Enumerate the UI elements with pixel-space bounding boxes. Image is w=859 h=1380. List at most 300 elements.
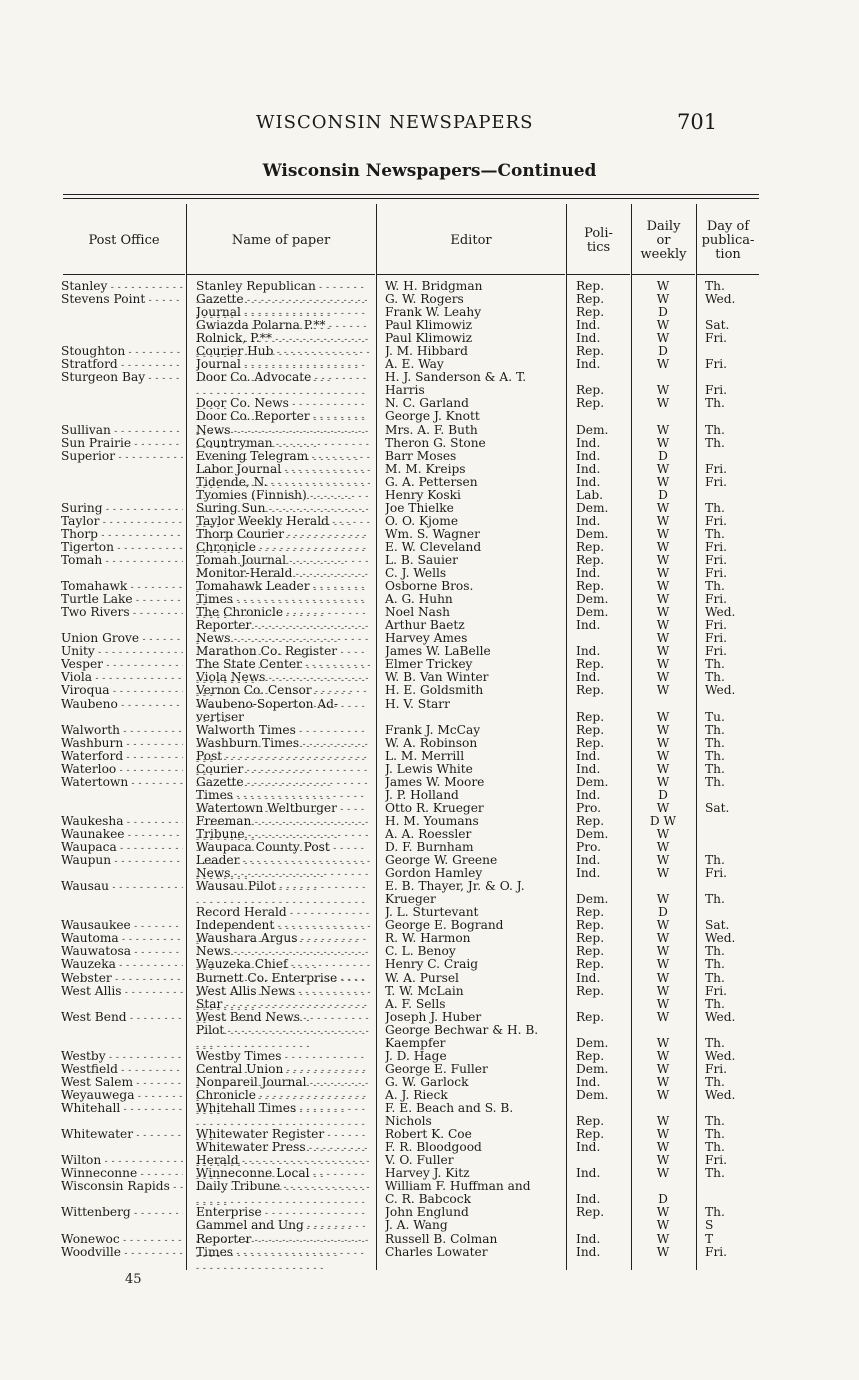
politics-cell: Ind. xyxy=(576,475,601,489)
frequency-cell: W xyxy=(656,462,670,476)
publication-day-cell: Th. xyxy=(705,775,725,789)
header-underline xyxy=(697,274,759,275)
publication-day-cell: Fri. xyxy=(705,462,728,476)
post-office-cell: Winneconne - - - xyxy=(61,1167,183,1182)
editor-cell: Harvey J. Kitz xyxy=(385,1167,470,1181)
editor-cell: F. E. Beach and S. B. Nichols xyxy=(385,1102,514,1129)
post-office-cell: Superior - - - xyxy=(61,450,183,465)
paper-name-cell: Viola News - - - xyxy=(196,671,371,701)
editor-cell: Frank W. Leahy xyxy=(385,306,482,320)
table-row xyxy=(0,802,859,815)
paper-name-cell: Gammel and Ung - - - xyxy=(196,1219,371,1264)
politics-cell: Rep. xyxy=(576,906,605,920)
post-office-cell: Washburn - - - xyxy=(61,737,183,752)
table-row xyxy=(0,619,859,632)
editor-cell: Theron G. Stone xyxy=(385,436,486,450)
politics-cell: Ind. xyxy=(576,619,601,633)
column-header-day: Day of publica- tion xyxy=(701,219,755,262)
table-row xyxy=(0,985,859,998)
table-row xyxy=(0,1154,859,1167)
table-row xyxy=(0,371,859,397)
table-row xyxy=(0,1128,859,1141)
frequency-cell: W xyxy=(656,932,670,946)
politics-cell: Rep. xyxy=(576,723,605,737)
publication-day-cell: Th. xyxy=(705,1075,725,1089)
frequency-cell: W xyxy=(656,1036,670,1050)
politics-cell: Rep. xyxy=(576,1049,605,1063)
table-row xyxy=(0,437,859,450)
paper-name-cell: The Chronicle - - - xyxy=(196,606,371,651)
frequency-cell: W xyxy=(656,554,670,567)
politics-cell: Ind. xyxy=(576,645,601,659)
column-header-post-office: Post Office xyxy=(88,233,160,248)
publication-day-cell: Fri. xyxy=(705,475,728,489)
editor-cell: A. J. Rieck xyxy=(385,1088,448,1102)
editor-cell: Paul Klimowiz xyxy=(385,332,473,346)
post-office-cell: Stanley - - - xyxy=(61,280,183,295)
frequency-cell: W xyxy=(656,1088,670,1102)
post-office-cell: Wautoma - - - xyxy=(61,932,183,947)
frequency-cell: W xyxy=(656,1128,670,1142)
post-office-cell: Westby - - - xyxy=(61,1050,183,1065)
politics-cell: Ind. xyxy=(576,1075,601,1089)
post-office-cell: Waukesha - - - xyxy=(61,815,183,830)
editor-cell: M. M. Kreips xyxy=(385,462,466,476)
politics-cell: Rep. xyxy=(576,280,605,293)
paper-name-cell: Tomah Journal - - - xyxy=(196,554,371,599)
editor-cell: T. W. McLain xyxy=(385,984,464,998)
post-office-cell: Whitehall - - - xyxy=(61,1102,183,1117)
table-row xyxy=(0,945,859,958)
table-row xyxy=(0,932,859,945)
politics-cell: Rep. xyxy=(576,1128,605,1142)
frequency-cell: W xyxy=(656,1010,670,1024)
table-row xyxy=(0,958,859,971)
table-row xyxy=(0,776,859,789)
frequency-cell: W xyxy=(656,854,670,868)
paper-name-cell: Thorp Courier - - - xyxy=(196,528,371,573)
publication-day-cell: Th. xyxy=(705,749,725,763)
table-row xyxy=(0,332,859,345)
frequency-cell: W xyxy=(656,280,670,293)
table-row xyxy=(0,724,859,737)
editor-cell: C. J. Wells xyxy=(385,567,447,581)
paper-name-cell: Watertown Weltburger - - - xyxy=(196,802,371,847)
post-office-cell: Waterloo - - - xyxy=(61,763,183,778)
frequency-cell: W xyxy=(656,384,670,398)
editor-cell: A. A. Roessler xyxy=(385,828,472,841)
column-header-frequency: Daily or weekly xyxy=(640,219,687,262)
frequency-cell: W xyxy=(656,475,670,489)
table-row xyxy=(0,567,859,580)
publication-day-cell: Fri. xyxy=(705,1245,728,1259)
politics-cell: Ind. xyxy=(576,1167,601,1181)
publication-day-cell: Fri. xyxy=(705,619,728,633)
paper-name-cell: Burnett Co. Enterprise - - - xyxy=(196,972,371,1017)
frequency-cell: W xyxy=(656,958,670,972)
editor-cell: G. W. Garlock xyxy=(385,1075,469,1089)
publication-day-cell: Th. xyxy=(705,1167,725,1181)
politics-cell: Rep. xyxy=(576,384,605,398)
politics-cell: Ind. xyxy=(576,1193,601,1207)
publication-day-cell: Th. xyxy=(705,1115,725,1129)
post-office-cell: Walworth - - - xyxy=(61,724,183,739)
frequency-cell: W xyxy=(656,593,670,607)
publication-day-cell: Wed. xyxy=(705,932,736,946)
editor-cell: Henry C. Craig xyxy=(385,958,479,972)
frequency-cell: W xyxy=(656,710,670,724)
publication-day-cell: Th. xyxy=(705,436,725,450)
paper-name-cell: Door Co. Reporter - - - xyxy=(196,410,371,455)
table-row xyxy=(0,1050,859,1063)
post-office-cell: Waunakee - - - xyxy=(61,828,183,843)
paper-name-cell: Rolnick, P.** - - - xyxy=(196,332,371,362)
paper-name-cell: Tribune - - - xyxy=(196,828,371,858)
paper-name-cell: Vernon Co. Censor - - - xyxy=(196,684,371,729)
table-row xyxy=(0,1246,859,1259)
post-office-cell: West Salem - - - xyxy=(61,1076,183,1091)
politics-cell: Dem. xyxy=(576,893,609,907)
paper-name-cell: Tomahawk Leader - - - xyxy=(196,580,371,625)
table-row xyxy=(0,541,859,554)
editor-cell: Robert K. Coe xyxy=(385,1128,472,1142)
frequency-cell: W xyxy=(656,501,670,515)
table-row xyxy=(0,658,859,671)
politics-cell: Dem. xyxy=(576,1036,609,1050)
publication-day-cell: Th. xyxy=(705,527,725,541)
editor-cell: Paul Klimowiz xyxy=(385,319,473,333)
table-row xyxy=(0,606,859,619)
politics-cell: Ind. xyxy=(576,436,601,450)
paper-name-cell: Central Union - - - xyxy=(196,1063,371,1108)
frequency-cell: D xyxy=(658,488,668,502)
post-office-cell: Suring - - - xyxy=(61,502,183,517)
frequency-cell: W xyxy=(656,762,670,776)
publication-day-cell: Sat. xyxy=(705,319,730,333)
paper-name-cell: Tidende, N. - - - xyxy=(196,476,371,506)
politics-cell: Rep. xyxy=(576,554,605,567)
frequency-cell: W xyxy=(656,749,670,763)
publication-day-cell: Fri. xyxy=(705,1154,728,1168)
frequency-cell: W xyxy=(656,1049,670,1063)
table-row xyxy=(0,632,859,645)
paper-name-cell: Herald - - - xyxy=(196,1154,371,1184)
frequency-cell: W xyxy=(656,736,670,750)
politics-cell: Pro. xyxy=(576,801,602,815)
publication-day-cell: Tu. xyxy=(705,710,725,724)
post-office-cell: Whitewater - - - xyxy=(61,1128,183,1143)
politics-cell: Dem. xyxy=(576,1062,609,1076)
publication-day-cell: Wed. xyxy=(705,1088,736,1102)
paper-name-cell: Waubeno-Soperton Ad- vertiser xyxy=(196,697,339,724)
post-office-cell: Waubeno - - - xyxy=(61,698,183,713)
editor-cell: H. V. Starr xyxy=(385,697,450,711)
politics-cell: Rep. xyxy=(576,345,605,359)
frequency-cell: W xyxy=(656,828,670,841)
publication-day-cell: Sat. xyxy=(705,919,730,933)
editor-cell: O. O. Kjome xyxy=(385,514,459,528)
politics-cell: Rep. xyxy=(576,293,605,307)
editor-cell: E. B. Thayer, Jr. & O. J. Krueger xyxy=(385,880,525,907)
footer-number: 45 xyxy=(125,1272,142,1287)
politics-cell: Ind. xyxy=(576,762,601,776)
editor-cell: J. D. Hage xyxy=(385,1049,447,1063)
paper-name-cell: Door Co. Advocate - - - xyxy=(196,371,371,416)
post-office-cell: Sturgeon Bay - - - xyxy=(61,371,183,386)
paper-name-cell: Pilot - - - xyxy=(196,1024,371,1054)
header-underline xyxy=(377,274,565,275)
publication-day-cell: Sat. xyxy=(705,801,730,815)
paper-name-cell: Whitehall Times - - - xyxy=(196,1102,371,1147)
publication-day-cell: Fri. xyxy=(705,384,728,398)
frequency-cell: W xyxy=(656,684,670,698)
paper-name-cell: Gazette - - - xyxy=(196,776,371,806)
frequency-cell: W xyxy=(656,867,670,881)
table-top-rule-2 xyxy=(63,198,759,199)
frequency-cell: W xyxy=(656,527,670,541)
publication-day-cell: Th. xyxy=(705,1141,725,1155)
paper-name-cell: Wauzeka Chief - - - xyxy=(196,958,371,1003)
publication-day-cell: Th. xyxy=(705,280,725,293)
politics-cell: Dem. xyxy=(576,1088,609,1102)
table-row xyxy=(0,763,859,776)
table-top-rule-1 xyxy=(63,194,759,195)
editor-cell: Henry Koski xyxy=(385,488,461,502)
editor-cell: Osborne Bros. xyxy=(385,580,474,594)
paper-name-cell: Chronicle - - - xyxy=(196,1089,371,1119)
publication-day-cell: Th. xyxy=(705,671,725,685)
politics-cell: Rep. xyxy=(576,958,605,972)
editor-cell: Joe Thielke xyxy=(385,501,454,515)
column-header-paper: Name of paper xyxy=(231,233,331,248)
publication-day-cell: Th. xyxy=(705,658,725,672)
editor-cell: H. E. Goldsmith xyxy=(385,684,484,698)
paper-name-cell: Countryman - - - xyxy=(196,437,371,467)
post-office-cell: Waupaca - - - xyxy=(61,841,183,856)
editor-cell: Arthur Baetz xyxy=(385,619,465,633)
frequency-cell: D xyxy=(658,345,668,359)
paper-name-cell: Monitor-Herald - - - xyxy=(196,567,371,612)
politics-cell: Ind. xyxy=(576,358,601,372)
paper-name-cell: Journal - - - xyxy=(196,358,371,388)
frequency-cell: W xyxy=(656,293,670,307)
table-row xyxy=(0,515,859,528)
frequency-cell: W xyxy=(656,841,670,855)
editor-cell: R. W. Harmon xyxy=(385,932,471,946)
frequency-cell: D xyxy=(658,906,668,920)
politics-cell: Rep. xyxy=(576,658,605,672)
politics-cell: Rep. xyxy=(576,580,605,594)
table-row xyxy=(0,1024,859,1050)
section-title: Wisconsin Newspapers—Continued xyxy=(262,161,597,181)
column-header-politics: Poli- tics xyxy=(584,226,613,255)
frequency-cell: W xyxy=(656,1115,670,1129)
paper-name-cell: Gazette - - - xyxy=(196,293,371,323)
paper-name-cell: Tyomies (Finnish) - - - xyxy=(196,489,371,534)
table-row xyxy=(0,1180,859,1206)
table-row xyxy=(0,450,859,463)
post-office-cell: West Allis - - - xyxy=(61,985,183,1000)
paper-name-cell: Washburn Times - - - xyxy=(196,737,371,782)
page-number: 701 xyxy=(677,110,718,134)
politics-cell: Ind. xyxy=(576,514,601,528)
publication-day-cell: Th. xyxy=(705,1128,725,1142)
editor-cell: E. W. Cleveland xyxy=(385,540,482,554)
frequency-cell: D xyxy=(658,788,668,802)
paper-name-cell: Waupaca County Post - - - xyxy=(196,841,371,886)
frequency-cell: W xyxy=(656,1245,670,1259)
frequency-cell: W xyxy=(656,332,670,346)
publication-day-cell: Wed. xyxy=(705,1010,736,1024)
publication-day-cell: Th. xyxy=(705,397,725,411)
frequency-cell: W xyxy=(656,632,670,646)
post-office-cell: Wausau - - - xyxy=(61,880,183,895)
politics-cell: Rep. xyxy=(576,945,605,959)
politics-cell: Rep. xyxy=(576,540,605,554)
frequency-cell: W xyxy=(656,1141,670,1155)
post-office-cell: Wauwatosa - - - xyxy=(61,945,183,960)
editor-cell: William F. Huffman and C. R. Babcock xyxy=(385,1180,531,1207)
post-office-cell: Wonewoc - - - xyxy=(61,1233,183,1248)
frequency-cell: W xyxy=(656,919,670,933)
editor-cell: W. B. Van Winter xyxy=(385,671,489,685)
table-row xyxy=(0,1063,859,1076)
editor-cell: George E. Bogrand xyxy=(385,919,504,933)
frequency-cell: W xyxy=(656,514,670,528)
post-office-cell: Tigerton - - - xyxy=(61,541,183,556)
frequency-cell: W xyxy=(656,984,670,998)
editor-cell: A. F. Sells xyxy=(385,997,446,1011)
post-office-cell: Viroqua - - - xyxy=(61,684,183,699)
frequency-cell: D W xyxy=(649,814,677,828)
post-office-cell: Stoughton - - - xyxy=(61,345,183,360)
frequency-cell: W xyxy=(656,397,670,411)
frequency-cell: W xyxy=(656,671,670,685)
editor-cell: F. R. Bloodgood xyxy=(385,1141,482,1155)
frequency-cell: W xyxy=(656,645,670,659)
header-underline xyxy=(187,274,375,275)
politics-cell: Ind. xyxy=(576,671,601,685)
table-row xyxy=(0,645,859,658)
paper-name-cell: Door Co. News - - - xyxy=(196,397,371,442)
paper-name-cell: Westby Times - - - xyxy=(196,1050,371,1095)
table-row xyxy=(0,502,859,515)
editor-cell: James W. Moore xyxy=(385,775,485,789)
frequency-cell: W xyxy=(656,1232,670,1246)
table-row xyxy=(0,554,859,567)
publication-day-cell: S xyxy=(705,1219,714,1233)
table-row xyxy=(0,476,859,489)
politics-cell: Ind. xyxy=(576,1141,601,1155)
post-office-cell: Wisconsin Rapids - - - xyxy=(61,1180,183,1195)
frequency-cell: W xyxy=(656,1062,670,1076)
editor-cell: W. A. Pursel xyxy=(385,971,459,985)
post-office-cell: Wilton - - - xyxy=(61,1154,183,1169)
column-header-editor: Editor xyxy=(450,233,492,248)
editor-cell: J. L. Sturtevant xyxy=(385,906,479,920)
table-row xyxy=(0,815,859,828)
politics-cell: Dem. xyxy=(576,828,609,841)
politics-cell: Ind. xyxy=(576,462,601,476)
politics-cell: Dem. xyxy=(576,423,609,437)
editor-cell: Elmer Trickey xyxy=(385,658,473,672)
table-row xyxy=(0,345,859,358)
frequency-cell: W xyxy=(656,1075,670,1089)
table-row xyxy=(0,1076,859,1089)
publication-day-cell: Th. xyxy=(705,723,725,737)
editor-cell: Harvey Ames xyxy=(385,632,468,646)
politics-cell: Ind. xyxy=(576,567,601,581)
publication-day-cell: Th. xyxy=(705,762,725,776)
post-office-cell: Tomah - - - xyxy=(61,554,183,569)
publication-day-cell: Fri. xyxy=(705,984,728,998)
editor-cell: V. O. Fuller xyxy=(385,1154,454,1168)
politics-cell: Ind. xyxy=(576,1232,601,1246)
frequency-cell: W xyxy=(656,1206,670,1220)
paper-name-cell: Waushara Argus - - - xyxy=(196,932,371,977)
table-row xyxy=(0,854,859,867)
post-office-cell: Waupun - - - xyxy=(61,854,183,869)
table-row xyxy=(0,919,859,932)
publication-day-cell: Wed. xyxy=(705,684,736,698)
paper-name-cell: West Allis News - - - xyxy=(196,985,371,1030)
politics-cell: Rep. xyxy=(576,397,605,411)
paper-name-cell: Freeman - - - xyxy=(196,815,371,845)
post-office-cell: Union Grove - - - xyxy=(61,632,183,647)
politics-cell: Rep. xyxy=(576,984,605,998)
publication-day-cell: Th. xyxy=(705,971,725,985)
paper-name-cell: Courier - - - xyxy=(196,763,371,793)
table-row xyxy=(0,489,859,502)
paper-name-cell: Evening Telegram - - - xyxy=(196,450,371,495)
paper-name-cell: Gwiazda Polarna P.** - - - xyxy=(196,319,371,364)
post-office-cell: Westfield - - - xyxy=(61,1063,183,1078)
header-underline xyxy=(567,274,630,275)
post-office-cell: Woodville - - - xyxy=(61,1246,183,1261)
paper-name-cell: Taylor Weekly Herald - - - xyxy=(196,515,371,560)
post-office-cell: Taylor - - - xyxy=(61,515,183,530)
publication-day-cell: Wed. xyxy=(705,293,736,307)
publication-day-cell: Fri. xyxy=(705,645,728,659)
frequency-cell: W xyxy=(656,723,670,737)
publication-day-cell: Th. xyxy=(705,1206,725,1220)
publication-day-cell: Wed. xyxy=(705,1049,736,1063)
publication-day-cell: Fri. xyxy=(705,514,728,528)
paper-name-cell: Times - - - xyxy=(196,593,371,623)
frequency-cell: W xyxy=(656,606,670,620)
editor-cell: Otto R. Krueger xyxy=(385,801,484,815)
politics-cell: Rep. xyxy=(576,919,605,933)
frequency-cell: D xyxy=(658,449,668,463)
publication-day-cell: Fri. xyxy=(705,554,728,567)
politics-cell: Rep. xyxy=(576,1115,605,1129)
paper-name-cell: Leader - - - xyxy=(196,854,371,884)
table-row xyxy=(0,737,859,750)
table-row xyxy=(0,580,859,593)
table-row xyxy=(0,410,859,423)
table-row xyxy=(0,593,859,606)
paper-name-cell: Courier Hub - - - xyxy=(196,345,371,375)
editor-cell: George W. Greene xyxy=(385,854,498,868)
editor-cell: George Bechwar & H. B. Kaempfer xyxy=(385,1023,539,1050)
table-row xyxy=(0,1141,859,1154)
editor-cell: H. J. Sanderson & A. T. Harris xyxy=(385,371,527,398)
editor-cell: L. B. Sauier xyxy=(385,554,458,567)
table-row xyxy=(0,1011,859,1024)
editor-cell: H. M. Youmans xyxy=(385,814,479,828)
publication-day-cell: Fri. xyxy=(705,632,728,646)
post-office-cell: Viola - - - xyxy=(61,671,183,686)
